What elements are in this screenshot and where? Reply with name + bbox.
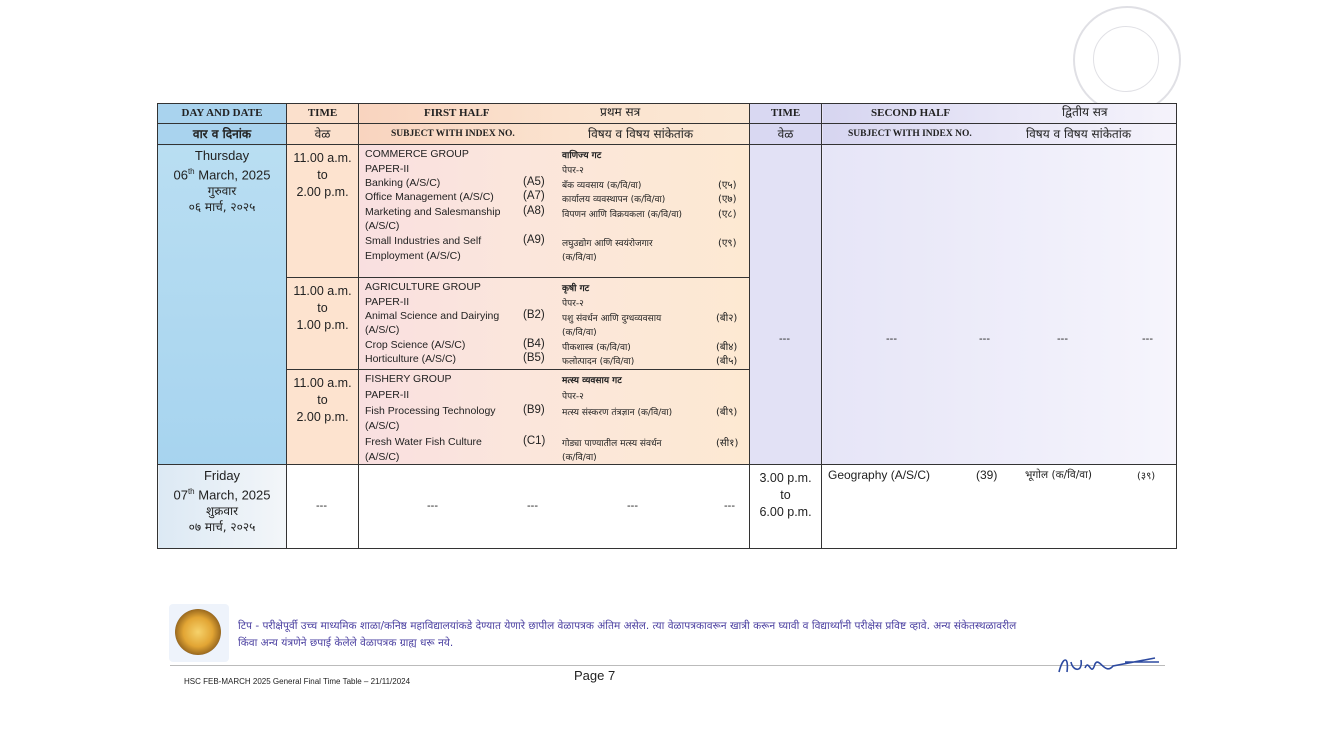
header-subject-index [359, 124, 750, 145]
time-cell-agriculture: 11.00 a.m. to 1.00 p.m. [287, 278, 359, 370]
subject-mr: पशु संवर्धन आणि दुग्धव्यवसाय [562, 314, 662, 324]
group-commerce [359, 145, 750, 278]
board-seal-stamp [1073, 6, 1181, 114]
dash-placeholder: --- [779, 333, 790, 345]
subject-en: Animal Science and Dairying [365, 310, 500, 322]
subject-mr: मत्स्य संस्करण तंत्रज्ञान (क/वि/वा) [562, 408, 673, 418]
day-cell-friday [158, 465, 287, 549]
subject-code-mr: (३९) [1137, 471, 1156, 482]
second-time-cell-thursday [750, 145, 822, 465]
group-title-en: COMMERCE GROUP [365, 148, 469, 160]
first-half-label-en: FIRST HALF [424, 107, 490, 119]
subject-code-mr: (बी५) [716, 356, 738, 367]
date-en: 06th March, 2025 [173, 167, 271, 183]
subject-mr: पीकशास्त्र (क/वि/वा) [562, 343, 631, 353]
subject-en-cont: (A/S/C) [365, 420, 400, 432]
dash-placeholder: --- [1142, 333, 1153, 345]
subject-en-cont: (A/S/C) [365, 220, 400, 232]
subject-en-cont: (A/S/C) [365, 324, 400, 336]
subject-en: Horticulture (A/S/C) [365, 353, 457, 365]
page-number: Page 7 [574, 668, 616, 683]
subject-en: Crop Science (A/S/C) [365, 339, 466, 351]
subject-code-mr: (ए५) [718, 180, 737, 191]
dash-placeholder: --- [527, 500, 538, 512]
header-time-en: TIME [287, 104, 359, 124]
dash-placeholder: --- [979, 333, 990, 345]
board-logo [169, 604, 229, 662]
first-time-cell-friday [287, 465, 359, 549]
header-time2-mr: वेळ [750, 124, 822, 145]
subject-en-cont: (A/S/C) [365, 451, 400, 463]
signature [1055, 650, 1165, 690]
subject-mr: फलोत्पादन (क/वि/वा) [562, 357, 635, 367]
exam-timetable [157, 103, 1177, 549]
subject-index2-label-en: SUBJECT WITH INDEX NO. [848, 129, 972, 139]
subject-mr: गोड्या पाण्यातील मत्स्य संवर्धन [562, 439, 662, 449]
document-code: HSC FEB-MARCH 2025 General Final Time Table – 21/11/2024 [184, 677, 411, 686]
group-title-mr: कृषी गट [562, 284, 590, 294]
day-cell-thursday [158, 145, 287, 465]
paper-en: PAPER-II [365, 296, 410, 308]
subject-mr-cont: (क/वि/वा) [562, 328, 597, 338]
first-half-label-mr: प्रथम सत्र [600, 105, 641, 119]
subject-code: (39) [976, 468, 998, 482]
subject-mr: लघुउद्योग आणि स्वयंरोजगार [562, 239, 653, 249]
subject-mr: विपणन आणि विक्रयकला (क/वि/वा) [562, 210, 683, 220]
second-half-label-en: SECOND HALF [871, 107, 951, 119]
dash-placeholder: --- [627, 500, 638, 512]
group-title-mr: वाणिज्य गट [562, 151, 602, 161]
header-day-date-mr: वार व दिनांक [158, 124, 287, 145]
subject-code: (A7) [523, 190, 545, 202]
subject-code: (A5) [523, 176, 545, 188]
subject-code-mr: (ए८) [718, 209, 737, 220]
subject-code: (A8) [523, 205, 545, 217]
subject-mr: बँक व्यवसाय (क/वि/वा) [562, 181, 642, 191]
paper-mr: पेपर-२ [562, 299, 584, 309]
header-time2-en: TIME [750, 104, 822, 124]
footer-note: टिप - परीक्षेपूर्वी उच्च माध्यमिक शाळा/कनिष्ठ महाविद्यालयांकडे देण्यात येणारे छापील वेळापत्रक अंतिम असेल. त्या वेळापत्रकावरून खात्री करून घ्यावी व विद्यार्थ्यांनी परीक्षेस प्रविष्ट व्हावे. अन्य संकेतस्थळावरील किंवा अन्य यंत्रणेने छपाई केलेले वेळापत्रक ग्राह्य धरू नये. [238, 620, 1017, 649]
subject-mr-cont: (क/वि/वा) [562, 453, 597, 463]
second-half-label-mr: द्वितीय सत्र [1062, 105, 1108, 119]
dash-placeholder: --- [1057, 333, 1068, 345]
time-cell-commerce: 11.00 a.m. to 2.00 p.m. [287, 145, 359, 278]
subject-en: Fish Processing Technology [365, 405, 496, 417]
time-cell-fishery: 11.00 a.m. to 2.00 p.m. [287, 370, 359, 465]
subject-code: (B9) [523, 404, 545, 416]
subject-en: Marketing and Salesmanship [365, 206, 501, 218]
second-half-cell-thursday [822, 145, 1177, 465]
subject-index-label-en: SUBJECT WITH INDEX NO. [391, 129, 515, 139]
group-title-mr: मत्स्य व्यवसाय गट [562, 376, 622, 386]
group-title-en: AGRICULTURE GROUP [365, 281, 481, 293]
paper-mr: पेपर-२ [562, 392, 584, 402]
header-day-date-en: DAY AND DATE [158, 104, 287, 124]
header-first-half [359, 104, 750, 124]
subject-mr-cont: (क/वि/वा) [562, 253, 597, 263]
subject-code-mr: (ए९) [718, 238, 737, 249]
subject-code-mr: (बी२) [716, 313, 738, 324]
header-second-half [822, 104, 1177, 124]
dash-placeholder: --- [427, 500, 438, 512]
date-en: 07th March, 2025 [173, 487, 271, 503]
day-name-mr: शुक्रवार [205, 504, 239, 519]
subject-en: Small Industries and Self [365, 235, 482, 247]
subject-mr: कार्यालय व्यवस्थापन (क/वि/वा) [562, 195, 666, 205]
date-mr: ०७ मार्च, २०२५ [188, 520, 256, 535]
day-name-en: Thursday [194, 148, 250, 163]
day-name-en: Friday [203, 468, 241, 483]
subject-code-mr: (ए७) [718, 194, 737, 205]
group-fishery [359, 370, 750, 465]
header-subject-index2 [822, 124, 1177, 145]
date-mr: ०६ मार्च, २०२५ [188, 200, 256, 215]
second-half-cell-friday [822, 465, 1177, 549]
subject-code: (B5) [523, 352, 545, 364]
subject-mr: भूगोल (क/वि/वा) [1025, 469, 1092, 481]
subject-en: Geography (A/S/C) [828, 468, 931, 482]
subject-code-mr: (बी४) [716, 342, 738, 353]
subject-code: (A9) [523, 234, 545, 246]
dash-placeholder: --- [724, 500, 735, 512]
first-half-cell-friday [359, 465, 750, 549]
subject-en: Fresh Water Fish Culture [365, 436, 482, 448]
paper-en: PAPER-II [365, 389, 410, 401]
subject-code: (B2) [523, 309, 545, 321]
day-name-mr: गुरुवार [207, 184, 237, 199]
subject-code: (C1) [523, 435, 546, 447]
subject-en: Office Management (A/S/C) [365, 191, 494, 203]
subject-code: (B4) [523, 338, 545, 350]
dash-placeholder: --- [316, 500, 327, 512]
subject-index-label-mr: विषय व विषय सांकेतांक [588, 127, 694, 141]
group-agriculture [359, 278, 750, 370]
header-time-mr: वेळ [287, 124, 359, 145]
subject-en: Banking (A/S/C) [365, 177, 441, 189]
subject-code-mr: (बी९) [716, 407, 738, 418]
subject-index2-label-mr: विषय व विषय सांकेतांक [1026, 127, 1132, 141]
group-title-en: FISHERY GROUP [365, 373, 452, 385]
subject-en-cont: Employment (A/S/C) [365, 250, 461, 262]
dash-placeholder: --- [886, 333, 897, 345]
footer-divider [170, 665, 1165, 666]
second-time-cell-friday: 3.00 p.m. to 6.00 p.m. [750, 465, 822, 549]
subject-code-mr: (सी१) [716, 438, 739, 449]
paper-en: PAPER-II [365, 163, 410, 175]
paper-mr: पेपर-२ [562, 166, 584, 176]
